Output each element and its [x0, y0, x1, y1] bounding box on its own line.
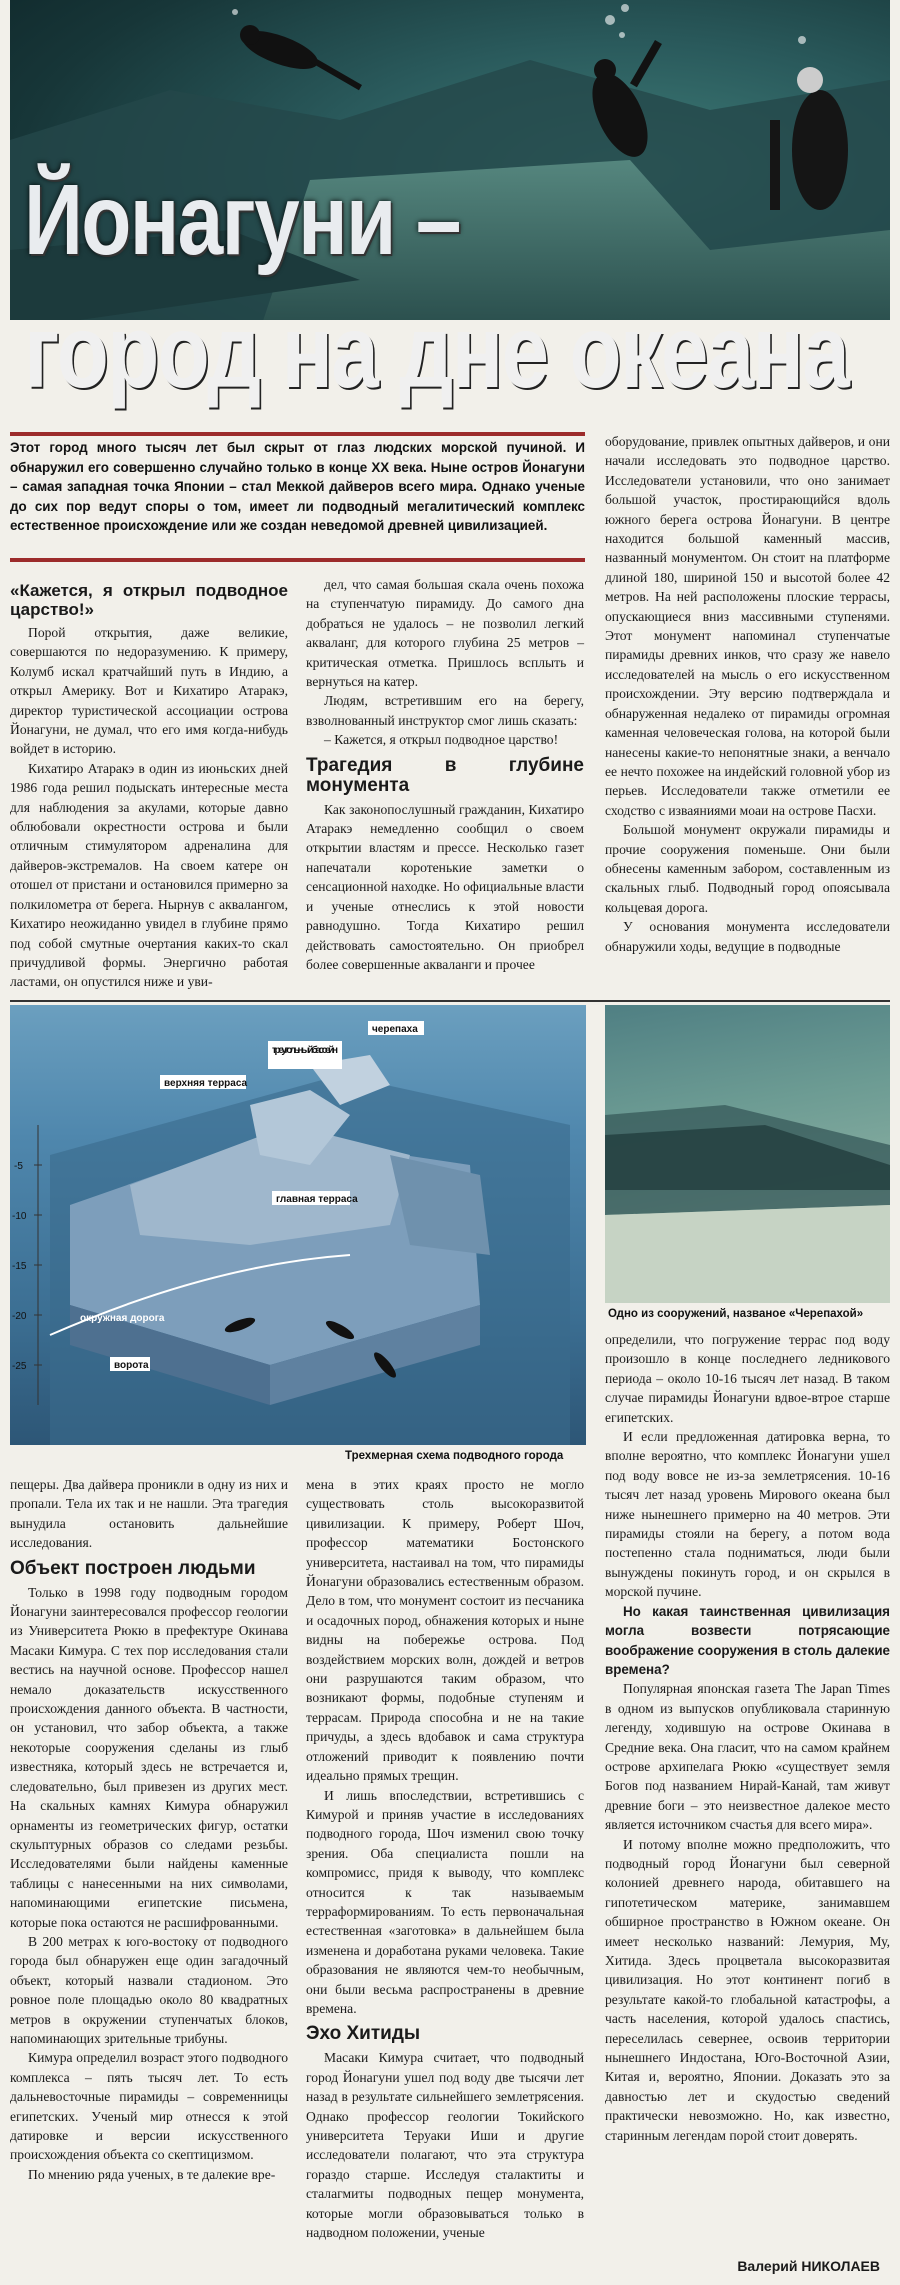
turtle-photo-drawing [605, 1005, 890, 1303]
col3-paragraph-2: Большой монумент окружали пирамиды и прочие сооружения поменьше. Они были обнесены каменным забором, составленным из скальных глыб. Подводный город опоясывала кольцевая дорога. [605, 822, 890, 915]
col3-paragraph-1: оборудование, привлек опытных дайверов, и они начали исследовать это подводное царство. Исследователи установили, что оно занимает большой участок, простирающийся вдоль южного берега острова Йонагуни. В центре находится большой каменный массив, названный монументом. Он стоит на платформе длиной 180, шириной 150 и высотой более 42 метров. На ней расположены плоские террасы, опускающиеся вниз массивными ступенями. Этот монумент напоминал ступенчатые пирамиды древних инков, что сразу же навело исследователей на мысль о его искусственном происхождении. Эту версию подтверждала и обнаруженная недалеко от пирамиды огромная каменная человеческая голова, на которой были нанесены какие-то непонятные знаки, а венчало ее нечто похожее на индейский головной убор из перьев. Исследователи также отметили ее сходство с изваяниями моаи на острове Пасхи. [605, 434, 890, 818]
depth-label: -15 [12, 1261, 27, 1272]
col2-paragraph-2: Людям, встретившим его на берегу, взволнованный инструктор смог лишь сказать: [306, 693, 584, 728]
turtle-structure-photo [605, 1005, 890, 1303]
subhead-built-by-people: Объект построен людьми [10, 1557, 256, 1579]
col1-paragraph-2: Кихатиро Атаракэ в один из июньских дней 1986 года решил подыскать интересные места для наблюдения за акулами, которые давно облюбовали окрестности острова и были отличным стимулятором адреналина для дайверов-экстремалов. На своем катере он отошел от пристани и остановился примерно за полкилометра от берега. Нырнув с аквалангом, Кихатиро неожиданно увидел в глубине прямо под собой смутные очертания каких-то скал причудливой формы. Энергично работая ластами, он опустился ниже и уви- [10, 760, 288, 990]
col1-paragraph-1: Порой открытия, даже великие, совершаются по недоразумению. К примеру, Колумб искал кратчайший путь в Индию, а открыл Америку. Вот и Кихатиро Атаракэ, директор туристической ассоциации острова Йонагуни, не думал, что его имя когда-нибудь войдет в историю. [10, 625, 288, 757]
author-signature: Валерий НИКОЛАЕВ [737, 2258, 880, 2274]
subhead-tragedy: Трагедия в глубине монумента [306, 754, 584, 796]
label-gate: ворота [114, 1360, 149, 1371]
col6-bold-question: Но какая таинственная цивилизация могла возвести потрясающие воображение сооружения в столь далекие времена? [605, 1603, 890, 1677]
col6-paragraph-1: определили, что погружение террас под воду произошло в конце последнего ледникового периода – около 10-16 тысяч лет назад. В таком случае пирамиды Йонагуни вдвое-втрое старше египетских. [605, 1332, 890, 1425]
col5-paragraph-2: И лишь впоследствии, встретившись с Кимурой и приняв участие в исследованиях подводного города, Шоч изменил свою точку зрения. Оба специалиста пошли на компромисс, придя к выводу, что комплекс относится к так называемым терраформированиям. То есть первоначальная естественная «заготовка» в дальнейшем была изменена и доработана руками человека. Такие образования не являются чем-то необычным, они были весьма распространены в древние времена. [306, 1787, 584, 2016]
hero-photo [10, 0, 890, 425]
col4-paragraph-5: По мнению ряда ученых, в те далекие вре- [28, 2166, 276, 2182]
subhead-hitida-echo: Эхо Хитиды [306, 2023, 421, 2045]
lead-paragraph: Этот город много тысяч лет был скрыт от глаз людских морской пучиной. И обнаружил его совершенно случайно только в конце XX века. Ныне остров Йонагуни – самая западная точка Японии – стал Меккой дайверов всего мира. Однако ученые до сих пор ведут споры о том, имеет ли подводный мегалитический комплекс естественное происхождение или же создан неведомой древней цивилизацией. [10, 440, 585, 533]
lead-bottom-rule [10, 558, 585, 562]
depth-label: -25 [12, 1361, 27, 1372]
label-ring-road: окружная дорога [80, 1313, 165, 1324]
column-3 [605, 432, 890, 956]
col2-paragraph-3: – Кажется, я открыл подводное царство! [324, 732, 559, 748]
diver-left [238, 23, 362, 90]
column-4 [10, 1475, 288, 2184]
col5-paragraph-3: Масаки Кимура считает, что подводный город Йонагуни ушел под воду две тысячи лет назад в результате сильнейшего землетрясения. Однако профессор геологии Токийского университета Теруаки Иши и другие исследователи полагают, что эта структура гораздо старше. Исследуя сталактиты и сталагмиты подводных пещер монумента, которые могли образовываться только в надводном положении, ученые [306, 2050, 584, 2241]
col3-paragraph-3: У основания монумента исследователи обнаружили ходы, ведущие в подводные [605, 919, 890, 954]
depth-scale [34, 1125, 42, 1405]
col6-paragraph-3: Популярная японская газета The Japan Times в одном из выпусков опубликовала старинную легенду, ходившую на острове Окинава в Средние века. Она гласит, что на самом крайнем острове архипелага Рюкю «существует земля Богов под названием Нирай-Канай, там живут древние боги – это неизвестное далекое место является источником счастья для всего мира». [605, 1681, 890, 1833]
col4-paragraph-2: Только в 1998 году подводным городом Йонагуни заинтересовался профессор геологии из Университета Рюкю в префектуре Окинава Масаки Кимура. С тех пор исследования стали вестись на научной основе. Профессор нашел немало доказательств искусственного происхождения данного объекта. В частности, он установил, что забор объекта, а также некоторые сооружения сделаны из глыб известняка, который здесь не встречается и, следовательно, был привезен из других мест. На скальных камнях Кимура обнаружил орнаменты из геометрических фигур, остатки скульптурных образов со следами резьбы. Исследователями были найдены каменные таблицы с нанесенными на них символами, напоминающими египетские письмена, которые пока остаются не расшифрованными. [10, 1584, 288, 1930]
label-main-terrace: главная терраса [276, 1194, 358, 1205]
column-5 [306, 1475, 584, 2242]
subhead-kingdom: «Кажется, я открыл подводное царство!» [10, 581, 288, 619]
column-2 [306, 575, 584, 974]
headline-line-2: город на дне океана [24, 294, 849, 410]
col4-paragraph-3: В 200 метрах к юго-востоку от подводного города был обнаружен еще один загадочный объект, который назвали стадионом. Это ровное поле площадью около 80 квадратных метров в окружении ступенчатых блоков, напоминающих зрительные трибуны. [10, 1933, 288, 2046]
col6-paragraph-2: И если предложенная датировка верна, то вполне вероятно, что комплекс Йонагуни ушел под воду вовсе не из-за землетрясения. 10-16 тысяч лет назад уровень Мирового океана был ниже нынешнего примерно на 40 метров. Эти пирамиды стояли на берегу, а потом вода постепенно стала подниматься, люди были вынуждены покинуть город, и он скрылся в морской пучине. [605, 1429, 890, 1600]
depth-label: -5 [14, 1161, 23, 1172]
label-upper-terrace: верхняя терраса [164, 1078, 248, 1089]
column-6 [605, 1330, 890, 2145]
col4-paragraph-1: пещеры. Два дайвера проникли в одну из них и пропали. Тела их так и не нашли. Эта трагедия вынудила остановить дальнейшие исследования. [10, 1477, 288, 1551]
column-1 [10, 575, 288, 992]
label-turtle: черепаха [372, 1024, 418, 1035]
figure-rule [10, 1000, 890, 1002]
col5-paragraph-1: мена в этих краях просто не могло существовать столь высокоразвитой цивилизации. К примеру, Роберт Шоч, профессор математики Бостонского университета, настаивал на том, что пирамиды Йонагуни образовались естественным образом. Дело в том, что монумент состоит из песчаника и осадочных пород, обнажения которых и ныне видны на побережье острова. Под воздействием морских волн, дождей и ветров они разрушаются таким образом, что возникают формы, подобные ступеням и террасам. Природа способна и не на такие причуды, а здесь вдобавок и сама структура отложений приводит к появлению почти идеально прямых трещин. [306, 1477, 584, 1784]
scheme-drawing [10, 1005, 586, 1445]
depth-label: -10 [12, 1211, 27, 1222]
col6-paragraph-4: И потому вполне можно предположить, что подводный город Йонагуни был северной колонией древнего народа, обитавшего на гипотетическом материке, занимавшем обширное пространство в Южном океане. Он имеет несколько названий: Лемурия, Му, Хитида. Здесь процветала высокоразвитая цивилизация. Но этот континент погиб в результате какой-то глобальной катастрофы, а часть населения, которой удалось спастись, переселилась севернее, освоив территории нынешнего Индостана, Юго-Восточной Азии, Китая и, вероятно, Японии. Доказать это за давностью лет и скудостью сведений практически невозможно. Но, как известно, старинным легендам порой стоит доверять. [605, 1836, 890, 2143]
col4-paragraph-4: Кимура определил возраст этого подводного комплекса – пять тысяч лет. То есть дальневосточные пирамиды – современницы египетских. Ученый мир отнесся к этой датировке и версии искусственного происхождения объекта со скептицизмом. [10, 2050, 288, 2163]
underwater-city-3d-scheme [10, 1005, 586, 1445]
headline-line-1: Йонагуни – [24, 164, 460, 276]
label-triangle-pool: треугольный бассейн [272, 1045, 338, 1056]
scheme-caption: Трехмерная схема подводного города [345, 1450, 564, 1462]
depth-label: -20 [12, 1311, 27, 1322]
col2-paragraph-1: дел, что самая большая скала очень похожа на ступенчатую пирамиду. До самого дна добраться не удалось – не позволил легкий акваланг, для которого глубина 25 метров – критическая отметка. Пришлось всплыть и вернуться на катер. [306, 577, 584, 690]
photo-caption: Одно из сооружений, названое «Черепахой» [608, 1308, 864, 1320]
lead-top-rule [10, 432, 585, 436]
col2-paragraph-4: Как законопослушный гражданин, Кихатиро Атаракэ немедленно сообщил о своем открытии властям и прессе. Несколько газет напечатали коротенькие заметки о сенсационной находке. Но официальные власти и ученые отнеслись к этой новости равнодушно. Тогда Кихатиро решил действовать самостоятельно. Он приобрел более совершенные акваланги и прочее [306, 801, 584, 972]
bubbles [232, 4, 806, 44]
